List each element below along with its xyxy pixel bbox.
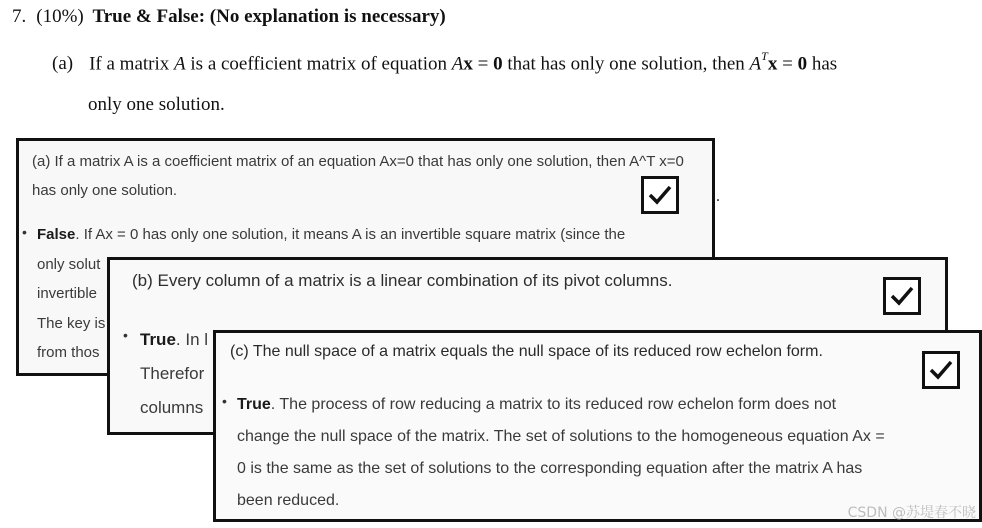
card-c-title: (c) The null space of a matrix equals the null space of its reduced row echelon form. xyxy=(230,343,823,360)
card-c-line1-text: . The process of row reducing a matrix to its reduced row echelon form does not xyxy=(270,396,837,413)
card-b-title: (b) Every column of a matrix is a linear combination of its pivot columns. xyxy=(132,271,673,290)
card-b-line2: Therefor xyxy=(140,364,205,383)
bullet-icon: • xyxy=(123,327,128,343)
math-vector-x: x xyxy=(463,53,473,75)
question-heading-text: True & False: (No explanation is necessary) xyxy=(92,6,446,27)
card-a-line5: from thos xyxy=(37,344,100,361)
math-zero-vector: 0 xyxy=(493,53,503,75)
math-matrix-a: A xyxy=(749,53,762,75)
card-b-line1 xyxy=(140,330,208,350)
part-a-text: that has only one solution, then xyxy=(502,53,750,75)
math-transpose: T xyxy=(761,49,768,63)
card-c-line2: change the null space of the matrix. The set of solutions to the homogeneous equation Ax = xyxy=(237,428,885,445)
math-zero-vector: 0 xyxy=(797,53,808,75)
card-b-verdict: True xyxy=(140,330,176,349)
card-a-line4: The key is xyxy=(37,315,106,332)
card-a-line1 xyxy=(37,226,625,243)
math-matrix-a: A xyxy=(451,53,464,75)
math-equals: = xyxy=(777,53,798,75)
card-a-title: (a) If a matrix A is a coefficient matrix of an equation Ax=0 that has only one solution, then A^T x=0 has only one solution. xyxy=(32,153,684,199)
question-percent: (10%) xyxy=(36,6,84,27)
card-c-line1 xyxy=(237,396,836,414)
bullet-icon: • xyxy=(222,393,227,409)
part-a-statement-line1 xyxy=(52,51,837,75)
card-a-line3: invertible xyxy=(37,285,98,302)
part-a-text: is a coefficient matrix of equation xyxy=(185,53,452,75)
card-b-line3: columns xyxy=(140,398,204,417)
math-matrix-a: A xyxy=(174,53,186,75)
part-a-statement-line2: only one solution. xyxy=(88,94,225,115)
checkbox-checked-icon xyxy=(922,351,960,389)
question-heading xyxy=(12,6,446,28)
stray-dot: . xyxy=(716,188,720,205)
card-a-line2: only solut xyxy=(37,256,101,273)
part-a-text: has xyxy=(807,53,838,75)
part-a-label: (a) xyxy=(52,53,74,75)
answer-card-c xyxy=(213,330,982,522)
card-b-line1-text: . In l xyxy=(175,330,209,349)
card-c-line3: 0 is the same as the set of solutions to the corresponding equation after the matrix A has xyxy=(237,460,863,477)
math-vector-x: x xyxy=(767,53,778,75)
card-a-line1-text: . If Ax = 0 has only one solution, it means A is an invertible square matrix (since the xyxy=(75,226,626,243)
watermark: CSDN @苏堤春不晓 xyxy=(847,505,976,521)
part-a-text: If a matrix xyxy=(89,53,175,75)
checkbox-checked-icon xyxy=(641,176,679,214)
card-c-verdict: True xyxy=(237,396,271,413)
card-c-line4: been reduced. xyxy=(237,492,340,509)
math-equals: = xyxy=(472,53,494,75)
question-number: 7. xyxy=(12,6,27,27)
checkbox-checked-icon xyxy=(883,277,921,315)
bullet-icon: • xyxy=(22,224,27,240)
card-a-verdict: False xyxy=(37,226,76,243)
